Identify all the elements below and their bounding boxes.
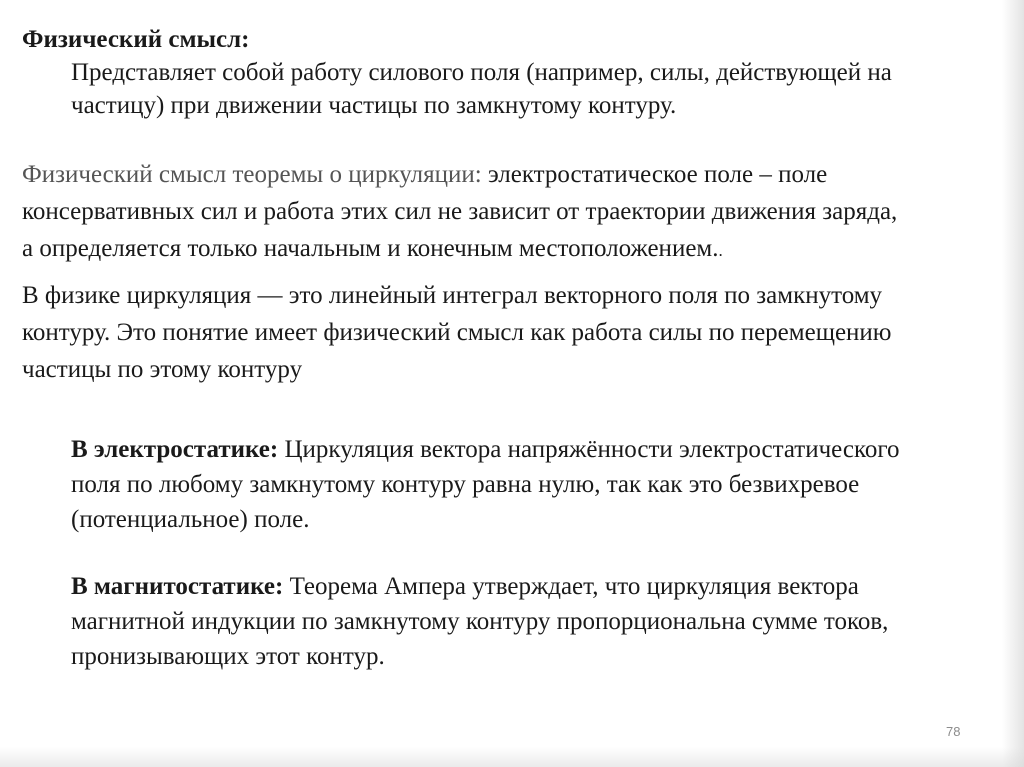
magnetostatics-line-1-rest: Теорема Ампера утверждает, что циркуляция вектора — [283, 573, 859, 600]
circulation-theorem-line-1 — [22, 159, 827, 191]
slide-edge-shadow-bottom — [0, 747, 1024, 767]
magnetostatics-line-2: магнитной индукции по замкнутому контуру пропорциональна сумме токов, — [71, 608, 889, 635]
physics-circulation-line-3: частицы по этому контуру — [22, 356, 303, 383]
circulation-theorem-line-3 — [22, 233, 723, 267]
page-number: 78 — [946, 724, 961, 739]
physics-circulation-line-1: В физике циркуляция — это линейный интеграл векторного поля по замкнутому — [22, 282, 883, 309]
electrostatics-line-2: поля по любому замкнутому контуру равна нулю, так как это безвихревое — [71, 471, 860, 498]
magnetostatics-line-3: пронизывающих этот контур. — [71, 643, 385, 670]
electrostatics-label: В электростатике: — [71, 436, 279, 463]
magnetostatics-label: В магнитостатике: — [71, 573, 284, 600]
circulation-theorem-lead: Физический смысл теоремы о циркуляции: — [22, 161, 488, 188]
magnetostatics-line-1 — [71, 571, 859, 603]
physics-circulation-line-2: контуру. Это понятие имеет физический смысл как работа силы по перемещению — [22, 319, 892, 346]
physical-meaning-heading: Физический смысл: — [22, 26, 250, 53]
physical-meaning-line-1: Представляет собой работу силового поля (например, силы, действующей на — [71, 59, 892, 86]
physical-meaning-line-2: частицу) при движении частицы по замкнутому контуру. — [71, 92, 677, 119]
circulation-theorem-line-3-text: а определяется только начальным и конечным местоположением. — [22, 235, 719, 262]
circulation-theorem-line-3-tail: . — [718, 241, 723, 260]
electrostatics-line-3: (потенциальное) поле. — [71, 506, 310, 533]
electrostatics-line-1-rest: Циркуляция вектора напряжённости электростатического — [278, 436, 900, 463]
slide-edge-shadow-right — [1002, 0, 1024, 767]
electrostatics-line-1 — [71, 434, 900, 466]
circulation-theorem-line-2: консервативных сил и работа этих сил не зависит от траектории движения заряда, — [22, 198, 898, 225]
circulation-theorem-line-1-rest: электростатическое поле – поле — [487, 161, 828, 188]
